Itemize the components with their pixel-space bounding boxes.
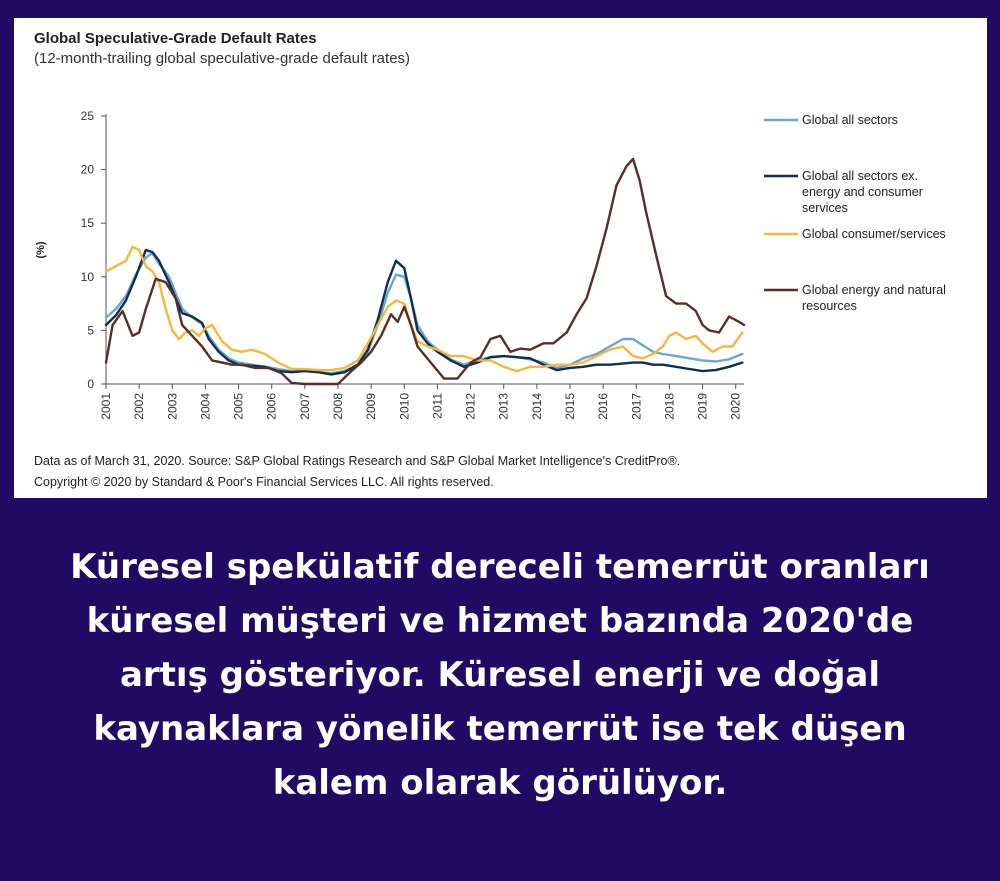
y-axis-label: (%) — [35, 241, 47, 259]
x-tick-label: 2018 — [662, 393, 677, 420]
x-tick-label: 2016 — [596, 393, 611, 420]
y-tick-label: 20 — [80, 162, 94, 177]
y-tick-label: 5 — [87, 323, 94, 338]
x-tick-label: 2009 — [364, 393, 379, 420]
caption-text: Küresel spekülatif dereceli temerrüt oranları küresel müşteri ve hizmet bazında 2020'de artış gösteriyor. Küresel enerji ve doğal kaynaklara yönelik temerrüt ise tek düşen kalem olarak görülüyor. — [70, 547, 930, 803]
x-tick-label: 2020 — [728, 393, 743, 420]
x-tick-label: 2001 — [99, 393, 113, 420]
x-tick-label: 2002 — [132, 393, 147, 420]
x-tick-label: 2008 — [331, 393, 345, 420]
x-tick-label: 2014 — [529, 393, 544, 420]
chart-card — [14, 18, 987, 498]
y-tick-label: 10 — [80, 269, 94, 284]
x-tick-label: 2017 — [629, 393, 644, 420]
legend-label-1: energy and consumer — [802, 185, 923, 199]
x-tick-label: 2015 — [563, 393, 577, 420]
x-tick-label: 2011 — [430, 393, 445, 419]
y-tick-label: 25 — [80, 109, 94, 123]
legend-label-1: Global all sectors ex. — [802, 169, 919, 183]
chart-series — [106, 159, 744, 384]
y-tick-label: 15 — [80, 216, 94, 231]
legend-label-3: resources — [802, 299, 857, 313]
x-tick-label: 2010 — [397, 393, 412, 420]
x-tick-label: 2003 — [165, 393, 180, 420]
x-tick-label: 2004 — [198, 393, 213, 420]
x-tick-label: 2006 — [264, 393, 279, 420]
chart-subtitle: (12-month-trailing global speculative-grade default rates) — [34, 50, 411, 67]
legend-label-1: services — [802, 201, 848, 215]
legend-label-0: Global all sectors — [802, 113, 898, 127]
series-line-2 — [106, 247, 742, 371]
line-chart — [14, 18, 987, 448]
x-tick-label: 2013 — [496, 393, 511, 420]
chart-legend — [764, 113, 946, 313]
source-note: Data as of March 31, 2020. Source: S&P Global Ratings Research and S&P Global Market Intelligence's CreditPro®. — [34, 454, 681, 468]
x-tick-label: 2007 — [297, 393, 312, 420]
x-tick-label: 2012 — [463, 393, 478, 420]
x-tick-label: 2019 — [695, 393, 710, 420]
chart-title: Global Speculative-Grade Default Rates — [34, 30, 317, 47]
legend-label-2: Global consumer/services — [802, 227, 946, 241]
copyright-note: Copyright © 2020 by Standard & Poor's Financial Services LLC. All rights reserved. — [34, 475, 494, 489]
x-tick-label: 2005 — [231, 393, 246, 420]
y-tick-label: 0 — [87, 377, 94, 391]
legend-label-3: Global energy and natural — [802, 283, 946, 297]
